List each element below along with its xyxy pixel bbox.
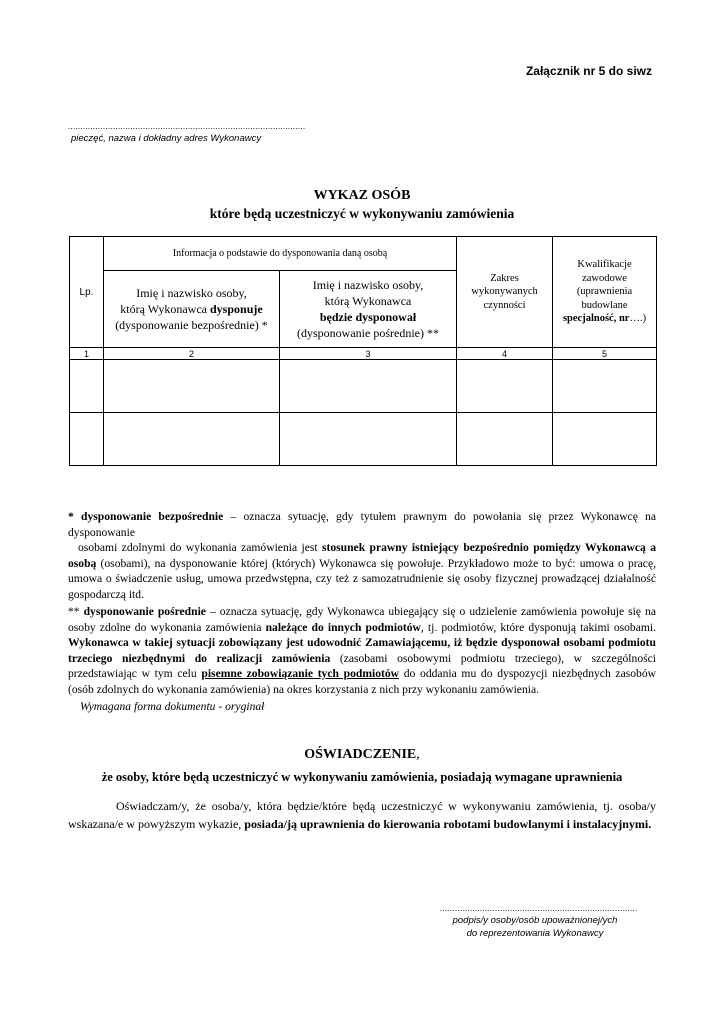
header-qualifications: Kwalifikacje zawodowe (uprawnienia budowlane specjalność, nr….)	[553, 237, 657, 348]
footnote-indirect: ** dysponowanie pośrednie – oznacza sytuację, gdy Wykonawca ubiegający się o udzielenie zamówienia powołuje się na osoby zdolne do wykonania zamówienia należące do innych podmiotów, tj. podmiotów, które dysponują takimi osobami. Wykonawca w takiej sytuacji zobowiązany jest udowodnić Zamawiającemu, iż będzie dysponował osobami podmiotu trzeciego niezbędnymi do realizacji zamówienia (zasobami osobowymi podmiotu trzeciego), w szczególności przedstawiając w tym celu pisemne zobowiązanie tych podmiotów do oddania mu do dyspozycji niezbędnych zasobów (osób zdolnych do wykonania zamówienia) na okres korzystania z nich przy wykonaniu zamówienia.	[68, 605, 657, 696]
page-title: WYKAZ OSÓB	[313, 188, 411, 203]
footnote-direct: * dysponowanie bezpośrednie – oznacza sytuację, gdy tytułem prawnym do powołania się przez Wykonawcę na dysponowanie osobami zdolnymi do wykonania zamówienia jest stosunek prawny istniejący bezpośrednio pomiędzy Wykonawcą a osobą (osobami), na dysponowanie której (których) Wykonawca się powołuje. Przykładowo może to być: umowa o pracę, umowa o świadczenie usług, umowa przedwstępna, czy też z samozatrudnienie się osoby fizycznej prowadzącej działalność gospodarczą itd.	[68, 510, 656, 601]
table-row	[70, 413, 657, 466]
annex-label: Załącznik nr 5 do siwz	[525, 64, 652, 78]
empty-cell[interactable]	[553, 413, 657, 466]
table-row	[70, 360, 657, 413]
signature-dotted-line: ...............................................................................	[440, 904, 638, 913]
signature-label: podpis/y osoby/osób upoważnionej/ych	[452, 915, 618, 926]
footnotes	[68, 509, 656, 715]
empty-cell[interactable]	[70, 360, 104, 413]
header-scope: Zakres wykonywanych czynności	[457, 237, 553, 348]
column-number: 1	[70, 348, 104, 360]
empty-cell[interactable]	[70, 413, 104, 466]
header-lp: Lp.	[70, 237, 104, 348]
statement-subtitle: że osoby, które będą uczestniczyć w wykonywaniu zamówienia, posiadają wymagane uprawnienia	[101, 770, 623, 784]
empty-cell[interactable]	[280, 360, 457, 413]
stamp-label: pieczęć, nazwa i dokładny adres Wykonawcy	[71, 133, 262, 144]
empty-cell[interactable]	[280, 413, 457, 466]
empty-cell[interactable]	[104, 413, 280, 466]
header-info: Informacja o podstawie do dysponowania daną osobą	[104, 237, 457, 271]
empty-cell[interactable]	[457, 413, 553, 466]
header-direct: Imię i nazwisko osoby, którą Wykonawca dysponuje (dysponowanie bezpośrednie) *	[104, 271, 280, 348]
signature-label-2: do reprezentowania Wykonawcy	[466, 928, 604, 939]
empty-cell[interactable]	[553, 360, 657, 413]
column-number: 2	[104, 348, 280, 360]
statement-body: Oświadczam/y, że osoba/y, która będzie/które będą uczestniczyć w wykonywaniu zamówienia, tj. osoba/y wskazana/e w powyższym wykazie, posiada/ją uprawnienia do kierowania robotami budowlanymi i instalacyjnymi.	[68, 799, 656, 831]
column-number: 4	[457, 348, 553, 360]
persons-table	[69, 236, 657, 466]
statement-title: OŚWIADCZENIE,	[304, 747, 420, 762]
header-indirect: Imię i nazwisko osoby, którą Wykonawca będzie dysponował (dysponowanie pośrednie) **	[280, 271, 457, 348]
column-number: 3	[280, 348, 457, 360]
stamp-dotted-line: ...............................................................................................	[68, 122, 306, 131]
column-number: 5	[553, 348, 657, 360]
empty-cell[interactable]	[457, 360, 553, 413]
page-subtitle: które będą uczestniczyć w wykonywaniu zamówienia	[209, 206, 515, 221]
form-requirement: Wymagana forma dokumentu - oryginał	[80, 700, 265, 713]
empty-cell[interactable]	[104, 360, 280, 413]
